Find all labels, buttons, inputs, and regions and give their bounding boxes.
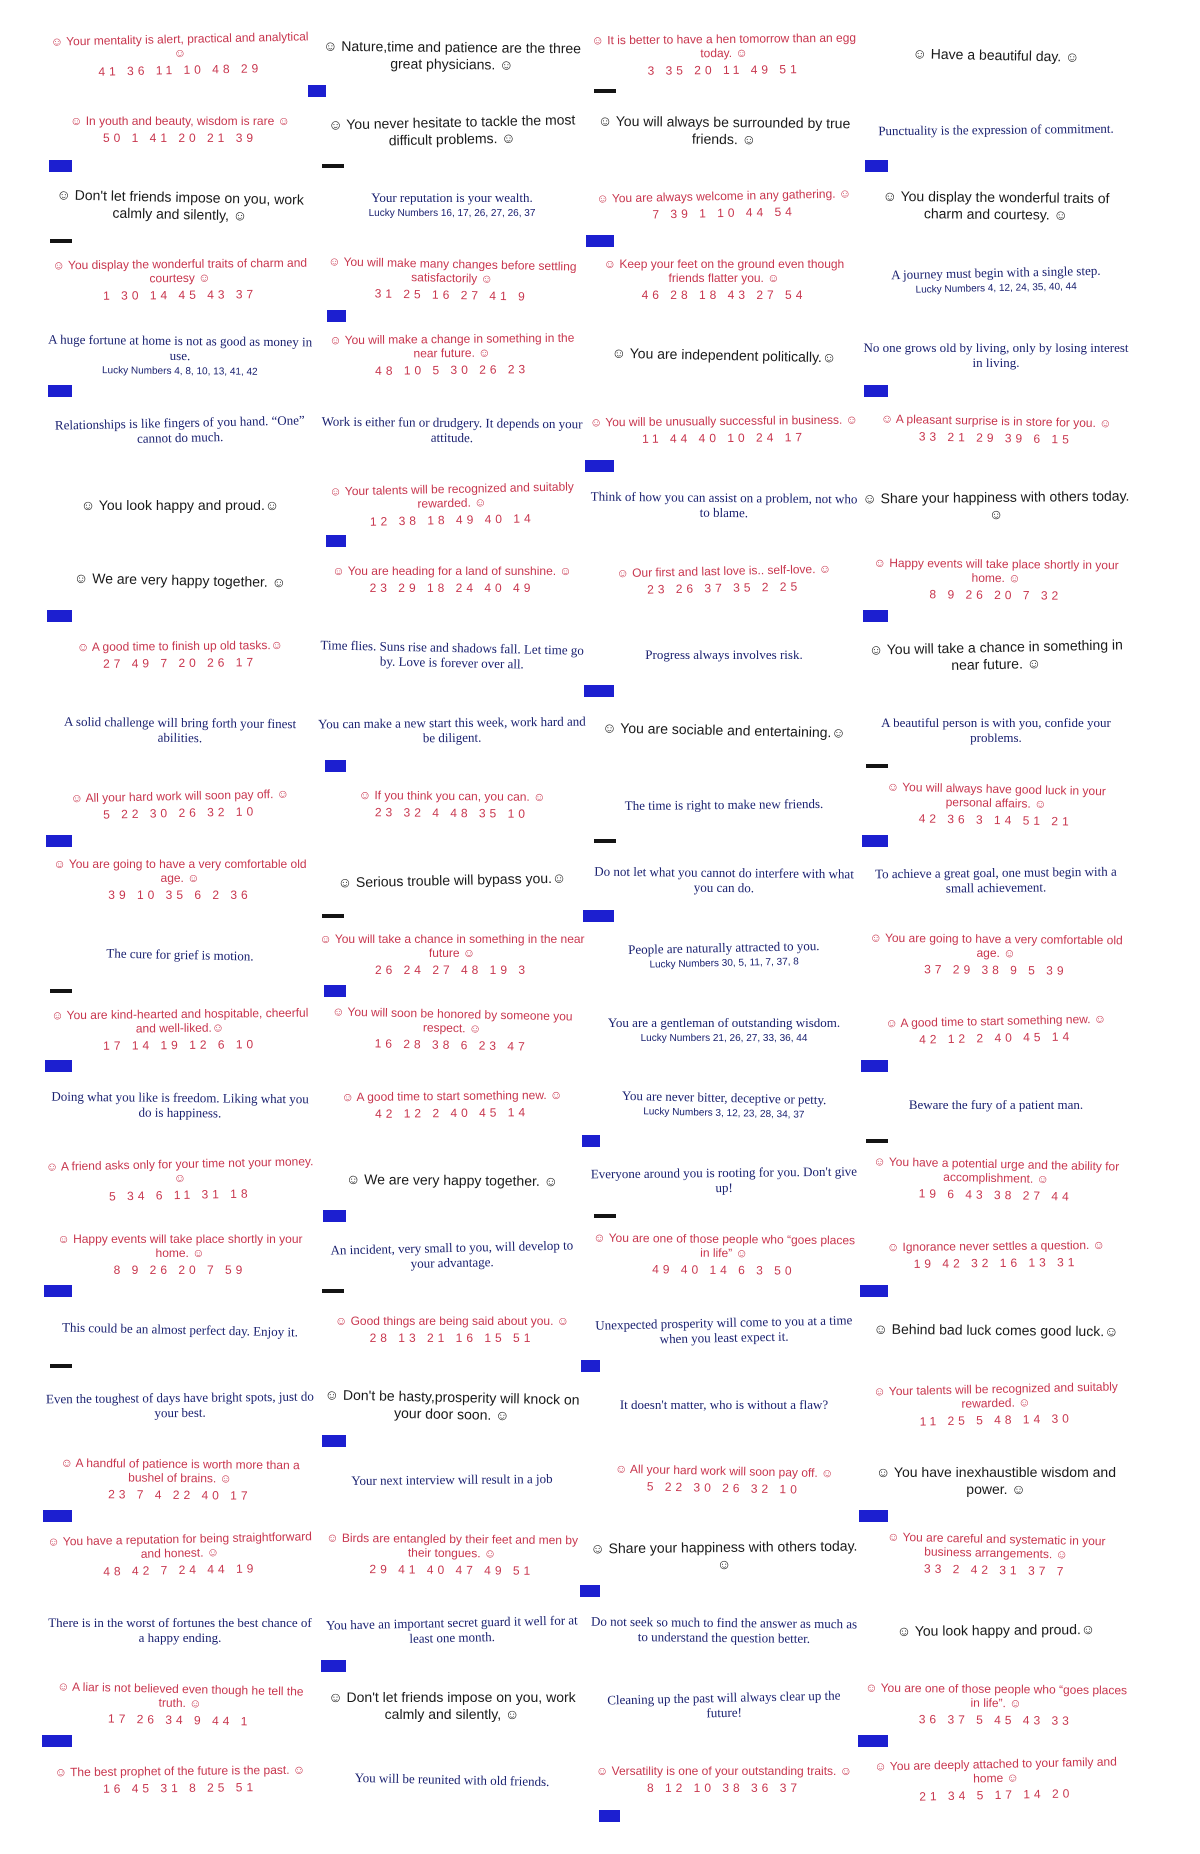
marker-scrap bbox=[858, 1735, 888, 1747]
marker-scrap bbox=[48, 385, 72, 397]
lucky-numbers: 8 12 10 38 36 37 bbox=[646, 1781, 802, 1795]
fortune-message: The cure for grief is motion. bbox=[106, 945, 254, 964]
lucky-numbers: 42 12 2 40 45 14 bbox=[374, 1105, 530, 1121]
marker-scrap bbox=[866, 764, 888, 768]
fortune-slip bbox=[46, 694, 315, 768]
lucky-numbers: 36 37 5 45 43 33 bbox=[918, 1712, 1073, 1728]
fortune-message: ☺ A good time to finish up old tasks.☺ bbox=[76, 638, 283, 655]
marker-scrap bbox=[47, 610, 72, 622]
marker-scrap bbox=[582, 1135, 600, 1147]
fortune-slip bbox=[590, 1219, 859, 1293]
fortune-message: ☺ You are deeply attached to your family and home ☺ bbox=[874, 1754, 1117, 1786]
fortune-message: ☺ If you think you can, you can. ☺ bbox=[358, 788, 546, 805]
fortune-message: You have an important secret guard it well for at least one month. bbox=[325, 1611, 578, 1646]
fortune-message: ☺ Have a beautiful day. ☺ bbox=[912, 45, 1080, 66]
fortune-slip bbox=[590, 1370, 858, 1441]
marker-scrap bbox=[581, 1360, 600, 1372]
fortune-message: Unexpected prosperity will come to you at a time when you least expect it. bbox=[595, 1311, 853, 1346]
fortune-message: Progress always involves risk. bbox=[645, 647, 803, 663]
lucky-numbers: 19 6 43 38 27 44 bbox=[918, 1186, 1073, 1204]
fortune-slip bbox=[862, 469, 1131, 543]
lucky-numbers: 17 14 19 12 6 10 bbox=[103, 1037, 258, 1053]
fortune-message: ☺ You are independent politically.☺ bbox=[611, 345, 837, 366]
fortune-message: ☺ Birds are entangled by their feet and men by their tongues. ☺ bbox=[326, 1530, 579, 1561]
fortune-slip bbox=[590, 620, 858, 691]
fortune-message: ☺ The best prophet of the future is the past. ☺ bbox=[54, 1762, 306, 1780]
fortune-slip bbox=[46, 1444, 315, 1518]
lucky-numbers: 28 13 21 16 15 51 bbox=[369, 1331, 535, 1345]
fortune-slip bbox=[317, 1217, 586, 1294]
marker-scrap bbox=[323, 1210, 346, 1222]
lucky-numbers: 5 34 6 11 31 18 bbox=[108, 1186, 252, 1204]
marker-scrap bbox=[325, 760, 346, 772]
fortune-slip bbox=[862, 94, 1131, 168]
slip-column bbox=[590, 0, 858, 1854]
marker-scrap bbox=[44, 1285, 72, 1297]
fortune-message: ☺ You will soon be honored by someone you respect. ☺ bbox=[332, 1004, 573, 1036]
fortune-slip bbox=[318, 19, 587, 93]
fortune-slip bbox=[590, 469, 859, 543]
lucky-numbers: 19 42 32 16 13 31 bbox=[913, 1255, 1079, 1271]
fortune-message: A solid challenge will bring forth your finest abilities. bbox=[63, 713, 297, 745]
fortune-message: A beautiful person is with you, confide your problems. bbox=[881, 714, 1111, 745]
fortune-message: ☺ You have a reputation for being straightforward and honest. ☺ bbox=[47, 1529, 312, 1561]
fortune-message: ☺ Ignorance never settles a question. ☺ bbox=[886, 1238, 1105, 1255]
fortune-slip bbox=[861, 1742, 1130, 1819]
marker-scrap bbox=[866, 1139, 888, 1143]
lucky-numbers: 23 7 4 22 40 17 bbox=[108, 1487, 252, 1503]
fortune-slip bbox=[590, 1745, 858, 1816]
lucky-numbers: 17 26 34 9 44 1 bbox=[107, 1711, 252, 1729]
fortune-slip bbox=[45, 917, 314, 994]
fortune-slip bbox=[590, 94, 859, 168]
fortune-slip bbox=[590, 1594, 859, 1668]
marker-scrap bbox=[308, 85, 326, 97]
fortune-message: Think of how you can assist on a problem, not who to blame. bbox=[590, 488, 858, 520]
lucky-numbers: 31 25 16 27 41 9 bbox=[374, 286, 529, 304]
lucky-numbers: 5 22 30 26 32 10 bbox=[646, 1479, 802, 1497]
fortune-message: There is in the worst of fortunes the best chance of a happy ending. bbox=[48, 1614, 312, 1645]
fortune-slip bbox=[589, 1067, 858, 1144]
fortune-slip bbox=[46, 1595, 314, 1666]
fortune-message: No one grows old by living, only by losing interest in living. bbox=[863, 339, 1129, 370]
fortune-message: ☺ Share your happiness with others today. ☺ bbox=[862, 488, 1130, 522]
slip-column bbox=[862, 0, 1130, 1854]
fortune-message: ☺ You will take a chance in something in the near future ☺ bbox=[319, 932, 585, 961]
lucky-numbers: 5 22 30 26 32 10 bbox=[102, 804, 258, 822]
fortune-message: You can make a new start this week, work hard and be diligent. bbox=[318, 713, 586, 745]
fortune-slip bbox=[45, 1517, 314, 1594]
fortune-message: ☺ You will be unusually successful in business. ☺ bbox=[589, 412, 858, 430]
fortune-message: ☺ A liar is not believed even though he tell the truth. ☺ bbox=[57, 1679, 304, 1711]
fortune-message: You will be reunited with old friends. bbox=[354, 1769, 550, 1790]
lucky-numbers: Lucky Numbers 21, 26, 27, 33, 36, 44 bbox=[640, 1033, 808, 1045]
fortune-slip bbox=[861, 242, 1130, 319]
marker-scrap bbox=[584, 685, 614, 697]
fortune-slip bbox=[46, 1369, 315, 1443]
lucky-numbers: Lucky Numbers 4, 8, 10, 13, 41, 42 bbox=[101, 364, 258, 378]
marker-scrap bbox=[594, 839, 616, 843]
marker-scrap bbox=[322, 164, 344, 168]
fortune-message: ☺ You are heading for a land of sunshine. ☺ bbox=[332, 564, 572, 579]
fortune-message: ☺ A pleasant surprise is in store for you. ☺ bbox=[880, 411, 1112, 431]
marker-scrap bbox=[43, 1510, 72, 1522]
fortune-slip bbox=[861, 617, 1130, 694]
fortune-message: ☺ You display the wonderful traits of charm and courtesy. ☺ bbox=[882, 188, 1110, 223]
fortune-slip bbox=[862, 1070, 1130, 1141]
lucky-numbers: Lucky Numbers 3, 12, 23, 28, 34, 37 bbox=[643, 1106, 805, 1121]
fortune-message: ☺ Good things are being said about you. ☺ bbox=[335, 1314, 569, 1329]
fortune-message: A journey must begin with a single step. bbox=[890, 263, 1101, 283]
fortune-message: ☺ Your talents will be recognized and suitably rewarded. ☺ bbox=[329, 479, 574, 511]
fortune-slip bbox=[589, 692, 858, 769]
marker-scrap bbox=[46, 835, 72, 847]
fortune-message: Work is either fun or drudgery. It depends on your attitude. bbox=[321, 413, 583, 445]
fortune-slip bbox=[318, 1069, 587, 1143]
lucky-numbers: 46 28 18 43 27 54 bbox=[641, 287, 807, 302]
fortune-message: ☺ You are careful and systematic in your business arrangements. ☺ bbox=[887, 1530, 1106, 1562]
fortune-slip bbox=[318, 769, 587, 843]
slip-column bbox=[46, 0, 314, 1854]
fortune-message: ☺ We are very happy together. ☺ bbox=[345, 1171, 559, 1190]
fortune-message: ☺ You are kind-hearted and hospitable, cheerful and well-liked.☺ bbox=[51, 1005, 309, 1036]
fortune-slip bbox=[45, 1292, 314, 1369]
fortune-slip bbox=[317, 617, 586, 694]
fortune-slip bbox=[46, 319, 315, 393]
fortune-message: Punctuality is the expression of commitment. bbox=[878, 120, 1114, 139]
lucky-numbers: Lucky Numbers 30, 5, 11, 7, 37, 8 bbox=[649, 956, 799, 971]
marker-scrap bbox=[861, 1060, 888, 1072]
lucky-numbers: 39 10 35 6 2 36 bbox=[108, 887, 252, 902]
fortune-message: It doesn't matter, who is without a flaw? bbox=[619, 1397, 829, 1413]
fortune-message: ☺ A handful of patience is worth more than a bushel of brains. ☺ bbox=[60, 1456, 300, 1486]
fortune-message: Even the toughest of days have bright spots, just do your best. bbox=[45, 1388, 314, 1420]
fortune-slip bbox=[318, 170, 586, 241]
fortune-slip bbox=[46, 1069, 315, 1143]
fortune-slip bbox=[318, 1670, 586, 1741]
lucky-numbers: 29 41 40 47 49 51 bbox=[369, 1562, 535, 1578]
fortune-message: ☺ You have a potential urge and the ability for accomplishment. ☺ bbox=[873, 1154, 1120, 1187]
fortune-message: ☺ You have inexhaustible wisdom and power. ☺ bbox=[875, 1464, 1116, 1497]
marker-scrap bbox=[585, 460, 614, 472]
marker-scrap bbox=[586, 235, 614, 247]
fortune-slip bbox=[590, 769, 859, 843]
fortune-message: ☺ You are always welcome in any gathering. ☺ bbox=[596, 186, 852, 206]
fortune-message: ☺ You will make many changes before settling satisfactorily ☺ bbox=[328, 254, 577, 286]
fortune-message: ☺ Our first and last love is.. self-love. ☺ bbox=[616, 561, 832, 581]
lucky-numbers: 8 9 26 20 7 59 bbox=[113, 1262, 247, 1277]
fortune-message: Your reputation is your wealth. bbox=[371, 190, 533, 206]
fortune-slip bbox=[318, 319, 587, 393]
marker-scrap bbox=[863, 610, 888, 622]
fortune-slip bbox=[862, 1594, 1131, 1668]
lucky-numbers: 23 29 18 24 40 49 bbox=[369, 581, 535, 595]
marker-scrap bbox=[594, 89, 616, 93]
marker-scrap bbox=[865, 160, 888, 172]
lucky-numbers: 49 40 14 6 3 50 bbox=[652, 1262, 796, 1278]
fortune-slip bbox=[861, 992, 1130, 1069]
fortune-slip bbox=[318, 1295, 586, 1366]
fortune-slip bbox=[45, 167, 314, 244]
fortune-message: Doing what you like is freedom. Liking what you do is happiness. bbox=[51, 1088, 309, 1120]
fortune-message: People are naturally attracted to you. bbox=[628, 938, 820, 958]
fortune-message: ☺ Share your happiness with others today. ☺ bbox=[590, 1538, 858, 1572]
marker-scrap bbox=[599, 1810, 620, 1822]
fortune-slip bbox=[862, 1294, 1131, 1368]
fortune-message: ☺ You look happy and proud.☺ bbox=[896, 1621, 1096, 1640]
fortune-message: ☺ You are one of those people who “goes places in life” ☺ bbox=[593, 1230, 856, 1261]
lucky-numbers: 16 45 31 8 25 51 bbox=[102, 1780, 258, 1796]
fortune-slip bbox=[862, 919, 1131, 993]
marker-scrap bbox=[50, 1364, 72, 1368]
lucky-numbers: 23 32 4 48 35 10 bbox=[374, 805, 530, 821]
fortune-slip bbox=[862, 544, 1131, 618]
lucky-numbers: 37 29 38 9 5 39 bbox=[924, 962, 1068, 978]
fortune-message: Cleaning up the past will always clear up the future! bbox=[607, 1687, 841, 1720]
fortune-message: Beware the fury of a patient man. bbox=[908, 1097, 1084, 1113]
fortune-slip bbox=[317, 92, 586, 169]
marker-scrap bbox=[324, 985, 346, 997]
fortune-message: Your next interview will result in a job bbox=[351, 1470, 553, 1489]
fortune-slip bbox=[590, 995, 858, 1066]
fortune-message: Relationships is like fingers of you hand. “One” cannot do much. bbox=[54, 411, 305, 446]
fortune-message: ☺ You are going to have a very comfortable old age. ☺ bbox=[53, 857, 307, 886]
fortune-slip bbox=[46, 994, 315, 1068]
lucky-numbers: 48 10 5 30 26 23 bbox=[375, 362, 530, 378]
fortune-slip bbox=[589, 542, 858, 619]
fortune-slip bbox=[317, 242, 586, 319]
fortune-message: ☺ A good time to start something new. ☺ bbox=[341, 1088, 563, 1105]
fortune-slip bbox=[318, 1444, 587, 1518]
lucky-numbers: 1 30 14 45 43 37 bbox=[103, 287, 258, 303]
lucky-numbers: 26 24 27 48 19 3 bbox=[374, 962, 530, 977]
fortune-message: ☺ Serious trouble will bypass you.☺ bbox=[337, 870, 567, 891]
fortune-slip bbox=[317, 1742, 586, 1819]
marker-scrap bbox=[45, 1060, 72, 1072]
lucky-numbers: 50 1 41 20 21 39 bbox=[102, 131, 258, 145]
marker-scrap bbox=[50, 239, 72, 243]
fortune-slip bbox=[862, 1669, 1131, 1743]
fortune-message: The time is right to make new friends. bbox=[624, 795, 824, 814]
fortune-slip bbox=[46, 1220, 314, 1291]
fortune-message: You are a gentleman of outstanding wisdom. bbox=[607, 1015, 841, 1031]
fortune-message: ☺ We are very happy together. ☺ bbox=[73, 570, 287, 591]
fortune-slip bbox=[318, 394, 587, 468]
marker-scrap bbox=[594, 1214, 616, 1218]
lucky-numbers: 41 36 11 10 48 29 bbox=[98, 61, 263, 79]
fortune-message: ☺ It is better to have a hen tomorrow than an egg today. ☺ bbox=[591, 30, 857, 61]
fortune-slip bbox=[861, 17, 1130, 94]
fortune-slip bbox=[590, 1144, 859, 1218]
fortune-slip bbox=[317, 1367, 586, 1444]
fortune-message: Everyone around you is rooting for you. Don't give up! bbox=[590, 1163, 858, 1195]
fortune-slip bbox=[318, 694, 587, 768]
fortune-message: To achieve a great goal, one must begin with a small achievement. bbox=[874, 863, 1117, 896]
lucky-numbers: 21 34 5 17 14 20 bbox=[919, 1786, 1074, 1804]
marker-scrap bbox=[859, 1510, 888, 1522]
fortune-slip bbox=[861, 767, 1130, 844]
fortune-slip bbox=[589, 1667, 858, 1744]
fortune-message: ☺ You never hesitate to tackle the most difficult problems. ☺ bbox=[328, 111, 576, 148]
fortune-message: ☺ Don't let friends impose on you, work calmly and silently, ☺ bbox=[56, 186, 304, 223]
fortune-message: ☺ You will always be surrounded by true friends. ☺ bbox=[597, 113, 851, 147]
fortune-message: Do not let what you cannot do interfere with what you can do. bbox=[594, 863, 854, 895]
lucky-numbers: 27 49 7 20 26 17 bbox=[102, 655, 258, 671]
fortune-slip bbox=[861, 1142, 1130, 1219]
fortune-message: ☺ You are going to have a very comfortable old age. ☺ bbox=[869, 930, 1123, 961]
lucky-numbers: 23 26 37 35 2 25 bbox=[646, 579, 802, 597]
fortune-message: This could be an almost perfect day. Enjoy it. bbox=[61, 1319, 299, 1340]
lucky-numbers: Lucky Numbers 4, 12, 24, 35, 40, 44 bbox=[915, 281, 1077, 296]
marker-scrap bbox=[321, 1660, 346, 1672]
marker-scrap bbox=[580, 1585, 600, 1597]
fortune-slip bbox=[590, 394, 859, 468]
marker-scrap bbox=[864, 385, 888, 397]
fortune-message: ☺ Keep your feet on the ground even though friends flatter you. ☺ bbox=[603, 257, 845, 286]
fortune-message: ☺ Happy events will take place shortly in your home. ☺ bbox=[873, 556, 1119, 586]
fortune-slip bbox=[317, 467, 586, 544]
fortune-slip bbox=[862, 1445, 1130, 1516]
fortune-message: ☺ All your hard work will soon pay off. ☺ bbox=[70, 786, 290, 806]
lucky-numbers: 42 36 3 14 51 21 bbox=[918, 811, 1073, 829]
fortune-slip bbox=[590, 19, 859, 93]
lucky-numbers: 16 28 38 6 23 47 bbox=[374, 1036, 529, 1054]
fortune-slip bbox=[45, 767, 314, 844]
fortune-slip bbox=[862, 169, 1131, 243]
fortune-slip bbox=[589, 167, 858, 244]
fortune-slip bbox=[590, 844, 859, 918]
fortune-slip bbox=[318, 1519, 587, 1593]
fortune-message: ☺ A good time to start something new. ☺ bbox=[885, 1011, 1107, 1031]
fortune-message: An incident, very small to you, will develop to your advantage. bbox=[330, 1237, 574, 1271]
fortune-message: Do not seek so much to find the answer as much as to understand the question better. bbox=[590, 1613, 858, 1646]
fortune-slip bbox=[318, 920, 586, 991]
fortune-message: ☺ Happy events will take place shortly in your home. ☺ bbox=[57, 1232, 303, 1261]
fortune-slip bbox=[46, 244, 315, 318]
fortune-message: ☺ Don't be hasty,prosperity will knock on your door soon. ☺ bbox=[324, 1386, 580, 1423]
lucky-numbers: 12 38 18 49 40 14 bbox=[369, 511, 535, 529]
fortune-message: ☺ Your talents will be recognized and suitably rewarded. ☺ bbox=[873, 1379, 1118, 1411]
fortune-message: ☺ Nature,time and patience are the three great physicians. ☺ bbox=[323, 38, 582, 73]
lucky-numbers: 7 39 1 10 44 54 bbox=[652, 204, 796, 222]
fortune-message: Time flies. Suns rise and shadows fall. Let time go by. Love is forever over all. bbox=[320, 636, 585, 672]
marker-scrap bbox=[322, 1435, 346, 1447]
marker-scrap bbox=[49, 160, 72, 172]
fortune-message: ☺ Your mentality is alert, practical and analytical ☺ bbox=[50, 29, 309, 61]
fortune-message: ☺ You look happy and proud.☺ bbox=[80, 497, 280, 514]
fortune-slip bbox=[45, 1142, 314, 1219]
fortune-slip bbox=[46, 619, 315, 693]
fortune-slip bbox=[45, 1667, 314, 1744]
fortune-slip bbox=[45, 542, 314, 619]
fortune-message: A huge fortune at home is not as good as money in use. bbox=[48, 331, 313, 363]
fortune-slip bbox=[589, 1292, 858, 1369]
fortune-slip bbox=[862, 320, 1130, 391]
fortune-slip bbox=[317, 842, 586, 919]
fortune-message: You are never bitter, deceptive or petty. bbox=[621, 1088, 827, 1108]
fortune-slip bbox=[862, 1219, 1131, 1293]
fortune-message: ☺ You will always have good luck in your personal affairs. ☺ bbox=[886, 780, 1106, 812]
lucky-numbers: 48 42 7 24 44 19 bbox=[103, 1561, 258, 1579]
marker-scrap bbox=[322, 1289, 344, 1293]
fortune-message: ☺ You will take a chance in something in near future. ☺ bbox=[868, 636, 1123, 673]
lucky-numbers: 11 44 40 10 24 17 bbox=[642, 430, 807, 446]
fortune-slip bbox=[46, 845, 314, 916]
fortune-message: ☺ In youth and beauty, wisdom is rare ☺ bbox=[70, 114, 290, 129]
fortune-slip bbox=[45, 392, 314, 469]
marker-scrap bbox=[583, 910, 614, 922]
fortune-slip bbox=[589, 1442, 858, 1519]
fortune-message: ☺ Don't let friends impose on you, work calmly and silently, ☺ bbox=[328, 1689, 576, 1722]
fortune-slip bbox=[317, 1592, 586, 1669]
fortune-message: ☺ You will make a change in something in the near future. ☺ bbox=[329, 331, 575, 361]
lucky-numbers: 42 12 2 40 45 14 bbox=[918, 1029, 1074, 1047]
fortune-message: ☺ A friend asks only for your time not your money. ☺ bbox=[45, 1154, 314, 1186]
fortune-slip bbox=[589, 317, 858, 394]
marker-scrap bbox=[42, 1735, 72, 1747]
fortune-message: ☺ You are one of those people who “goes places in life”. ☺ bbox=[865, 1680, 1128, 1711]
fortune-message: ☺ You display the wonderful traits of charm and courtesy ☺ bbox=[52, 255, 308, 286]
fortune-slip bbox=[861, 1517, 1130, 1594]
slip-column bbox=[318, 0, 586, 1854]
marker-scrap bbox=[326, 535, 346, 547]
fortune-slip bbox=[590, 245, 858, 316]
fortune-message: ☺ All your hard work will soon pay off. ☺ bbox=[614, 1461, 834, 1481]
fortune-message: ☺ You are sociable and entertaining.☺ bbox=[602, 719, 846, 742]
lucky-numbers: 3 35 20 11 49 51 bbox=[647, 62, 801, 78]
lucky-numbers: 11 25 5 48 14 30 bbox=[919, 1411, 1074, 1429]
lucky-numbers: 33 21 29 39 6 15 bbox=[918, 429, 1074, 447]
lucky-numbers: 8 9 26 20 7 32 bbox=[929, 587, 1063, 603]
fortune-slip bbox=[46, 95, 314, 166]
lucky-numbers: 33 2 42 31 37 7 bbox=[923, 1561, 1068, 1579]
fortune-slip bbox=[317, 992, 586, 1069]
marker-scrap bbox=[50, 989, 72, 993]
marker-scrap bbox=[327, 310, 346, 322]
fortune-slip bbox=[318, 1144, 587, 1218]
fortune-slip bbox=[318, 545, 586, 616]
fortune-slip bbox=[861, 392, 1130, 469]
marker-scrap bbox=[862, 835, 888, 847]
fortune-message: ☺ Behind bad luck comes good luck.☺ bbox=[873, 1321, 1119, 1340]
fortune-slip bbox=[589, 917, 858, 994]
lucky-numbers: Lucky Numbers 16, 17, 26, 27, 26, 37 bbox=[368, 208, 536, 220]
fortune-slip bbox=[862, 695, 1130, 766]
fortune-slip bbox=[590, 1519, 859, 1593]
fortune-slip bbox=[862, 844, 1131, 918]
fortune-slip bbox=[861, 1367, 1130, 1444]
marker-scrap bbox=[322, 914, 344, 918]
fortune-slip bbox=[46, 1744, 315, 1818]
fortune-slip bbox=[45, 17, 314, 94]
marker-scrap bbox=[860, 1285, 888, 1297]
fortune-message: ☺ Versatility is one of your outstanding traits. ☺ bbox=[596, 1764, 852, 1779]
fortune-slip bbox=[46, 470, 314, 541]
